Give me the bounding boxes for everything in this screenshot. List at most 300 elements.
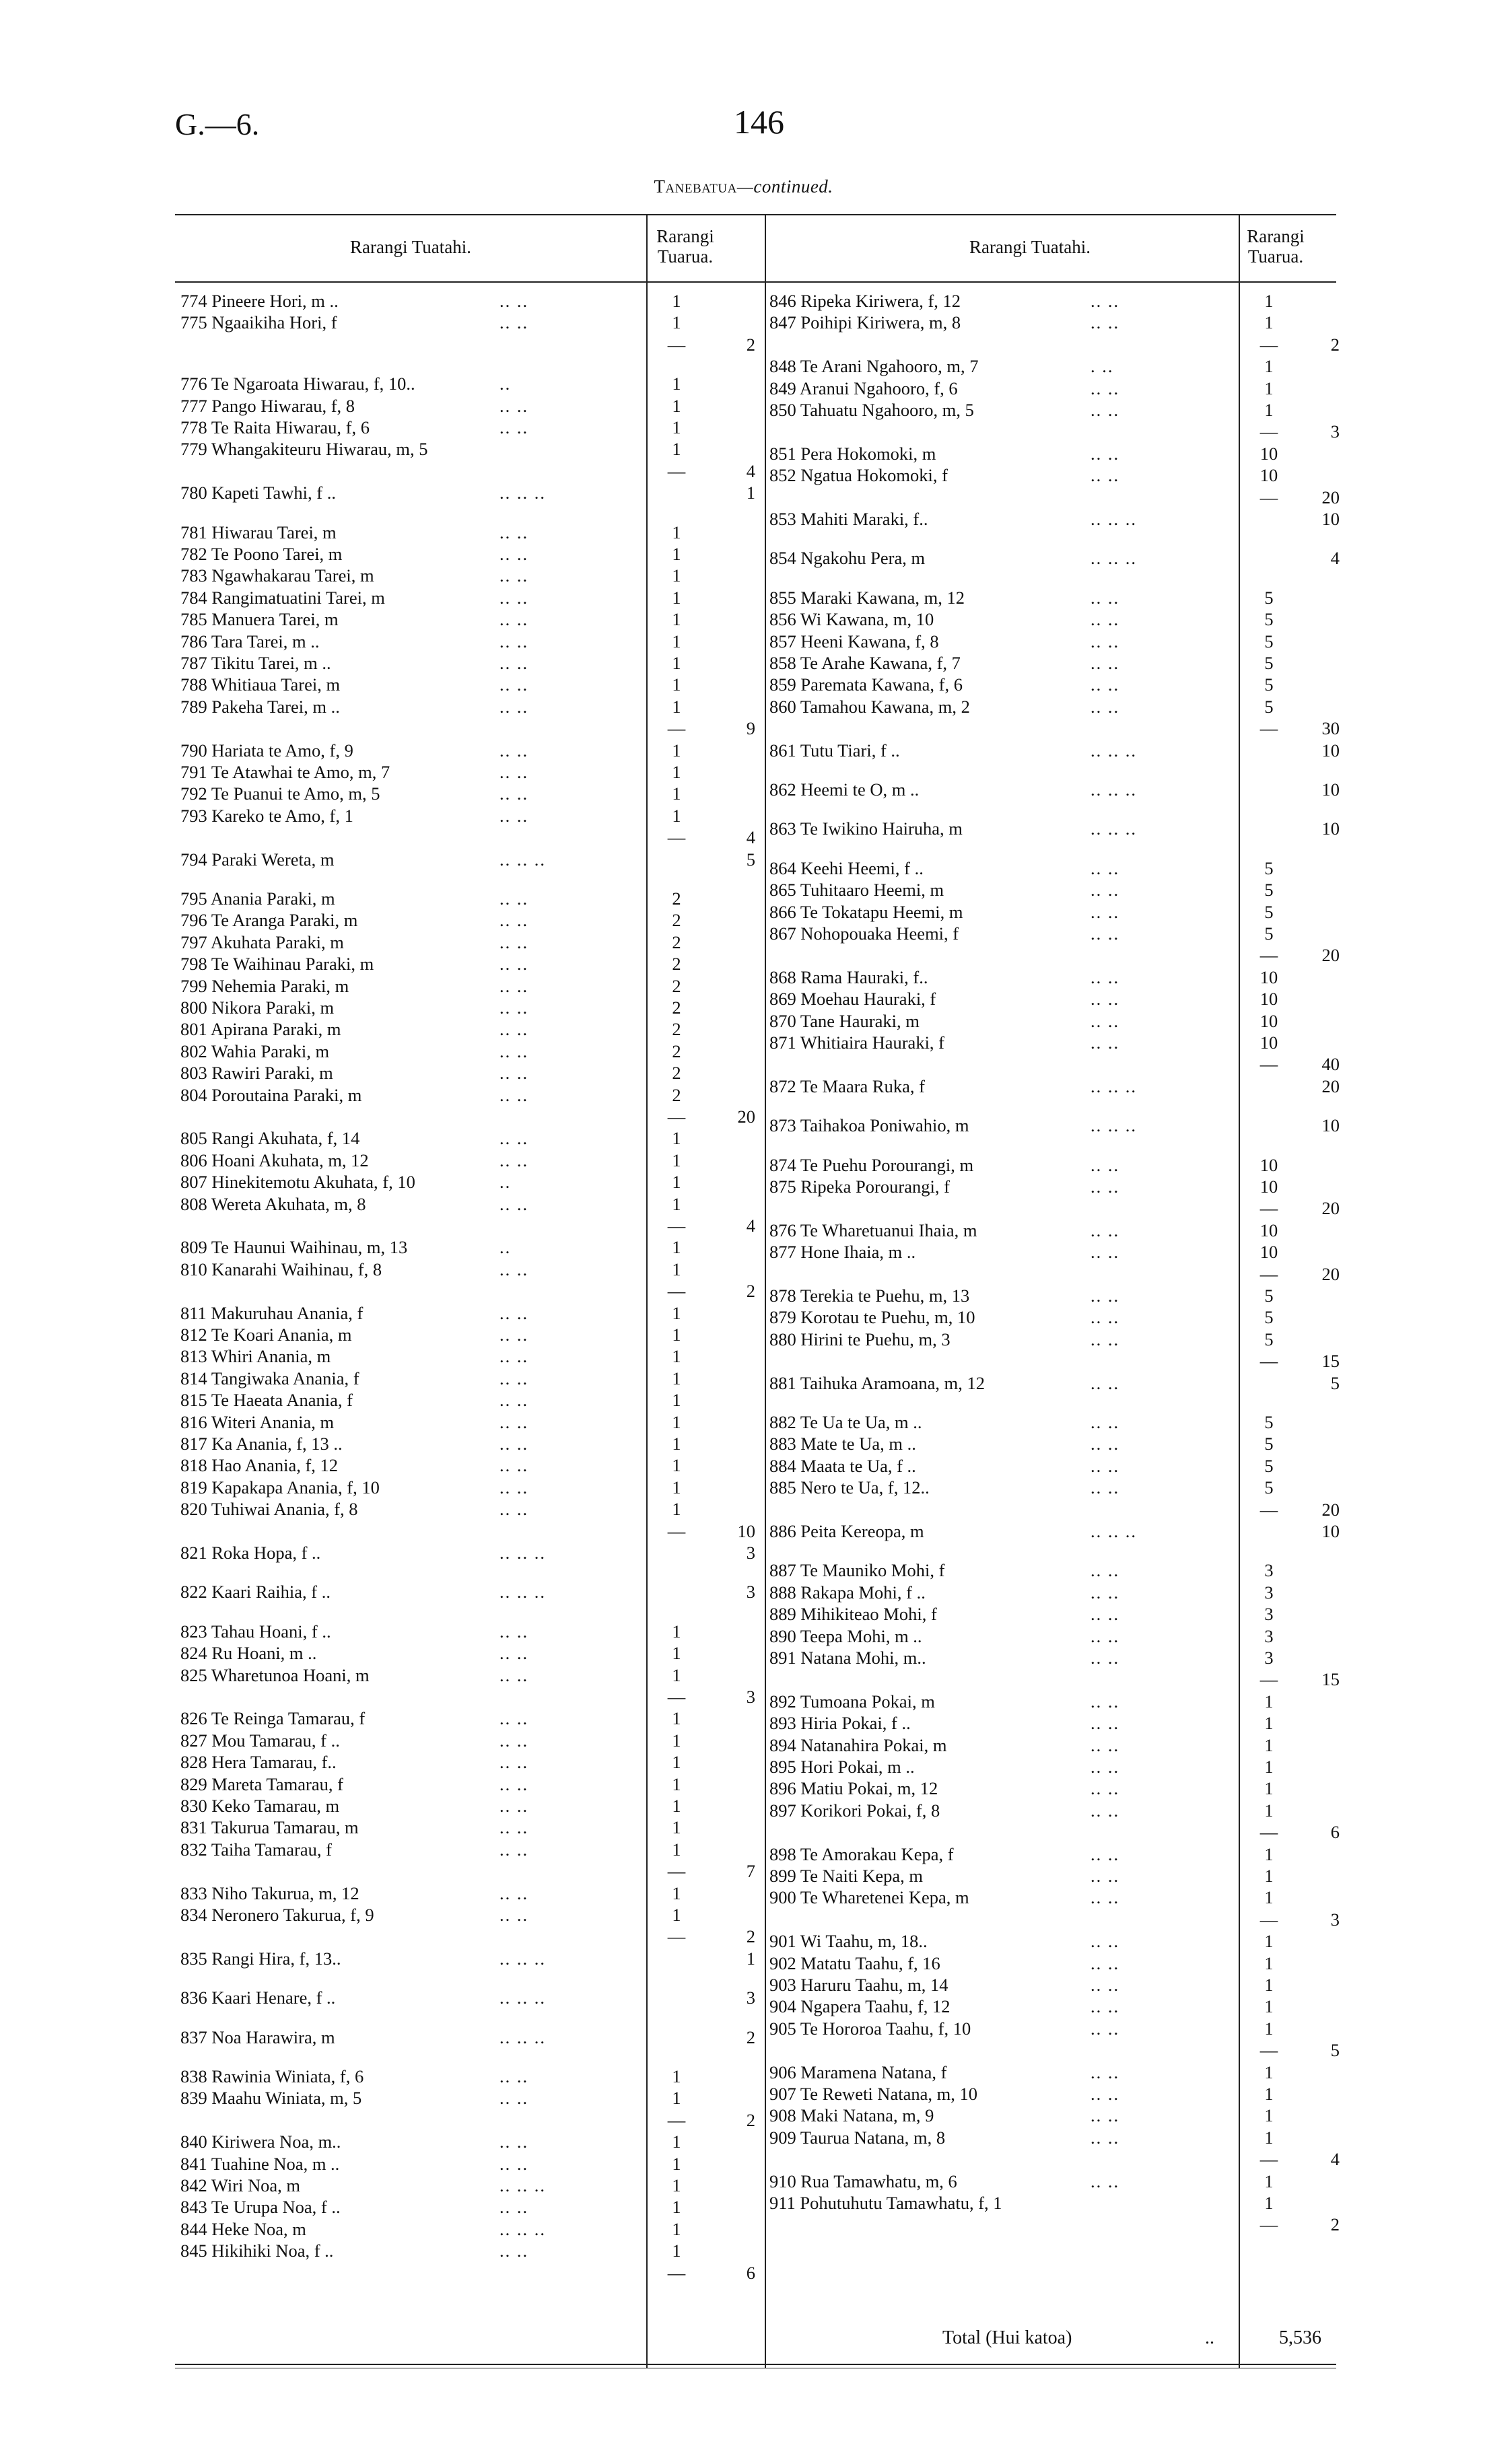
subtotal-value: 4 bbox=[746, 827, 755, 848]
subtotal-value: 10 bbox=[1321, 1521, 1340, 1541]
row-label: 789 Pakeha Tarei, m .. bbox=[180, 696, 340, 717]
subtotal-value: 2 bbox=[746, 2109, 755, 2130]
count-value: 1 bbox=[672, 291, 681, 311]
table-row bbox=[0, 1953, 1487, 1973]
table-row bbox=[0, 1242, 1487, 1262]
table-row bbox=[0, 1307, 1487, 1327]
count-value: 1 bbox=[672, 565, 681, 586]
count-value: 5 bbox=[1264, 880, 1274, 901]
leader-dots: .. .. bbox=[499, 954, 529, 975]
count-value: 1 bbox=[672, 1368, 681, 1388]
row-label: 831 Takurua Tamarau, m bbox=[180, 1817, 359, 1838]
leader-dots: .. .. bbox=[499, 522, 529, 542]
subtotal-dash: — bbox=[667, 718, 686, 739]
leader-dots: .. .. bbox=[499, 1434, 529, 1454]
subtotal-value: 5 bbox=[746, 849, 755, 870]
count-value: 2 bbox=[672, 975, 681, 996]
subtotal-row bbox=[0, 1264, 1487, 1284]
table-row bbox=[0, 740, 1487, 761]
table-row bbox=[0, 631, 1487, 652]
row-label: 900 Te Wharetenei Kepa, m bbox=[769, 1887, 969, 1908]
count-value: 1 bbox=[672, 1477, 681, 1498]
count-value: 5 bbox=[1264, 653, 1274, 673]
count-value: 5 bbox=[1264, 696, 1274, 717]
leader-dots: .. .. bbox=[1091, 2084, 1120, 2104]
row-label: 905 Te Hororoa Taahu, f, 10 bbox=[769, 2018, 971, 2039]
row-label: 787 Tikitu Tarei, m .. bbox=[180, 653, 331, 673]
leader-dots: .. .. bbox=[1091, 1434, 1120, 1454]
count-value: 1 bbox=[672, 1346, 681, 1367]
table-row bbox=[0, 1521, 1487, 1541]
subtotal-row bbox=[0, 945, 1487, 965]
table-row bbox=[0, 653, 1487, 673]
count-value: 3 bbox=[1264, 1582, 1274, 1603]
row-label: 899 Te Naiti Kepa, m bbox=[769, 1866, 924, 1886]
leader-dots: .. .. bbox=[499, 631, 529, 652]
row-label: 777 Pango Hiwarau, f, 8 bbox=[180, 395, 355, 416]
leader-dots: .. .. bbox=[499, 1882, 529, 1903]
count-value: 1 bbox=[672, 653, 681, 673]
count-value: 2 bbox=[672, 931, 681, 952]
row-label: 806 Hoani Akuhata, m, 12 bbox=[180, 1150, 369, 1170]
table-row bbox=[0, 1076, 1487, 1096]
leader-dots: .. .. bbox=[1091, 2062, 1120, 2082]
count-value: 1 bbox=[1264, 1996, 1274, 2017]
leader-dots: .. .. bbox=[1091, 2018, 1120, 2039]
row-label: 884 Maata te Ua, f .. bbox=[769, 1455, 916, 1476]
leader-dots: .. .. bbox=[1091, 901, 1120, 922]
subtotal-value: 20 bbox=[1321, 1499, 1340, 1520]
count-value: 1 bbox=[1264, 1778, 1274, 1799]
count-value: 2 bbox=[672, 1063, 681, 1084]
leader-dots: .. .. bbox=[499, 1390, 529, 1411]
count-value: 10 bbox=[1259, 1242, 1278, 1263]
count-value: 1 bbox=[1264, 2127, 1274, 2148]
leader-dots: .. .. bbox=[499, 1041, 529, 1061]
right-count-header: Rarangi Tuarua. bbox=[1247, 226, 1305, 267]
count-value: 1 bbox=[1264, 1800, 1274, 1821]
subtotal-row bbox=[0, 1054, 1487, 1074]
count-value: 2 bbox=[672, 1041, 681, 1061]
table-row bbox=[0, 1434, 1487, 1454]
count-value: 1 bbox=[672, 2132, 681, 2152]
row-label: 843 Te Urupa Noa, f .. bbox=[180, 2197, 341, 2218]
row-label: 855 Maraki Kawana, m, 12 bbox=[769, 587, 965, 608]
row-label: 790 Hariata te Amo, f, 9 bbox=[180, 740, 353, 761]
count-value: 5 bbox=[1264, 1455, 1274, 1476]
count-value: 3 bbox=[1264, 1625, 1274, 1646]
row-label: 792 Te Puanui te Amo, m, 5 bbox=[180, 783, 380, 804]
subtotal-row bbox=[0, 1669, 1487, 1689]
row-label: 802 Wahia Paraki, m bbox=[180, 1041, 330, 1061]
leader-dots: .. .. .. bbox=[499, 1948, 546, 1969]
row-label: 889 Mihikiteao Mohi, f bbox=[769, 1604, 937, 1625]
leader-dots: .. .. bbox=[499, 1664, 529, 1685]
leader-dots: .. .. bbox=[499, 395, 529, 416]
row-label: 842 Wiri Noa, m bbox=[180, 2175, 301, 2195]
leader-dots: .. .. bbox=[499, 417, 529, 437]
subtotal-value: 10 bbox=[1321, 818, 1340, 839]
table-row bbox=[0, 1286, 1487, 1306]
count-value: 10 bbox=[1259, 989, 1278, 1010]
subtotal-value: 1 bbox=[746, 483, 755, 503]
subtotal-dash: — bbox=[1259, 1198, 1278, 1219]
subtotal-value: 2 bbox=[746, 1926, 755, 1947]
count-value: 1 bbox=[672, 1817, 681, 1838]
row-label: 788 Whitiaua Tarei, m bbox=[180, 674, 341, 695]
leader-dots: .. .. bbox=[1091, 587, 1120, 608]
table-row bbox=[0, 565, 1487, 586]
leader-dots: .. .. bbox=[499, 1499, 529, 1520]
subtotal-value: 9 bbox=[746, 718, 755, 739]
row-label: 878 Terekia te Puehu, m, 13 bbox=[769, 1286, 970, 1306]
subtotal-row bbox=[0, 1909, 1487, 1930]
count-value: 1 bbox=[672, 587, 681, 608]
leader-dots: .. bbox=[499, 374, 512, 394]
table-row bbox=[0, 858, 1487, 878]
table-row bbox=[0, 1582, 1487, 1603]
leader-dots: .. .. bbox=[1091, 1931, 1120, 1952]
subtotal-dash: — bbox=[1259, 334, 1278, 355]
table-row bbox=[0, 1456, 1487, 1476]
table-row bbox=[0, 923, 1487, 944]
leader-dots: .. .. bbox=[1091, 1975, 1120, 1995]
row-label: 823 Tahau Hoani, f .. bbox=[180, 1621, 331, 1642]
count-value: 1 bbox=[672, 783, 681, 804]
leader-dots: .. .. bbox=[1091, 1286, 1120, 1306]
row-label: 810 Kanarahi Waihinau, f, 8 bbox=[180, 1259, 382, 1279]
count-value: 1 bbox=[672, 2175, 681, 2195]
subtotal-dash: — bbox=[1259, 1669, 1278, 1690]
row-label: 894 Natanahira Pokai, m bbox=[769, 1734, 947, 1755]
count-value: 1 bbox=[1264, 356, 1274, 377]
leader-dots: .. .. .. bbox=[1091, 1521, 1137, 1541]
row-label: 835 Rangi Hira, f, 13.. bbox=[180, 1948, 341, 1969]
subtotal-value: 5 bbox=[1330, 1372, 1340, 1393]
row-label: 850 Tahuatu Ngahooro, m, 5 bbox=[769, 400, 974, 420]
table-row bbox=[0, 1412, 1487, 1432]
count-value: 1 bbox=[1264, 291, 1274, 311]
subtotal-value: 10 bbox=[1321, 779, 1340, 800]
subtotal-value: 3 bbox=[1330, 421, 1340, 442]
leader-dots: .. .. bbox=[1091, 857, 1120, 878]
subtotal-value: 20 bbox=[1321, 1263, 1340, 1284]
count-value: 10 bbox=[1259, 443, 1278, 464]
leader-dots: .. .. bbox=[499, 1839, 529, 1860]
leader-dots: .. .. bbox=[1091, 1887, 1120, 1908]
leader-dots: .. .. .. bbox=[499, 1543, 546, 1563]
row-label: 888 Rakapa Mohi, f .. bbox=[769, 1582, 926, 1603]
row-label: 786 Tara Tarei, m .. bbox=[180, 631, 320, 652]
row-label: 869 Moehau Hauraki, f bbox=[769, 989, 936, 1010]
subtotal-dash: — bbox=[1259, 1263, 1278, 1284]
row-label: 907 Te Reweti Natana, m, 10 bbox=[769, 2084, 977, 2104]
count-value: 1 bbox=[672, 374, 681, 394]
row-label: 886 Peita Kereopa, m bbox=[769, 1521, 924, 1541]
leader-dots: .. .. bbox=[499, 1259, 529, 1279]
row-label: 885 Nero te Ua, f, 12.. bbox=[769, 1477, 930, 1498]
leader-dots: .. .. bbox=[499, 1905, 529, 1925]
table-row bbox=[0, 2062, 1487, 2082]
row-label: 819 Kapakapa Anania, f, 10 bbox=[180, 1477, 380, 1498]
row-label: 824 Ru Hoani, m .. bbox=[180, 1643, 317, 1664]
row-label: 892 Tumoana Pokai, m bbox=[769, 1691, 935, 1712]
count-value: 1 bbox=[672, 1773, 681, 1794]
table-row bbox=[0, 779, 1487, 800]
leader-dots: .. .. bbox=[499, 1150, 529, 1170]
row-label: 876 Te Wharetuanui Ihaia, m bbox=[769, 1220, 977, 1240]
table-row bbox=[0, 1011, 1487, 1031]
subtotal-value: 2 bbox=[1330, 2214, 1340, 2235]
leader-dots: .. .. bbox=[1091, 1477, 1120, 1498]
row-label: 857 Heeni Kawana, f, 8 bbox=[769, 631, 939, 652]
count-value: 1 bbox=[672, 609, 681, 630]
row-label: 793 Kareko te Amo, f, 1 bbox=[180, 805, 353, 826]
count-value: 1 bbox=[672, 1621, 681, 1642]
count-value: 10 bbox=[1259, 1032, 1278, 1053]
count-value: 1 bbox=[672, 740, 681, 761]
row-label: 833 Niho Takurua, m, 12 bbox=[180, 1882, 359, 1903]
count-value: 1 bbox=[1264, 400, 1274, 420]
subtotal-value: 20 bbox=[1321, 487, 1340, 507]
count-value: 10 bbox=[1259, 1154, 1278, 1175]
row-label: 799 Nehemia Paraki, m bbox=[180, 975, 349, 996]
row-label: 841 Tuahine Noa, m .. bbox=[180, 2153, 340, 2174]
count-value: 1 bbox=[672, 1434, 681, 1454]
row-label: 881 Taihuka Aramoana, m, 12 bbox=[769, 1372, 985, 1393]
count-value: 1 bbox=[672, 1730, 681, 1751]
row-label: 848 Te Arani Ngahooro, m, 7 bbox=[769, 356, 979, 377]
count-value: 1 bbox=[672, 1752, 681, 1773]
leader-dots: .. .. .. bbox=[1091, 548, 1137, 569]
leader-dots: .. .. bbox=[1091, 1372, 1120, 1393]
leader-dots: .. bbox=[499, 1172, 512, 1193]
row-label: 794 Paraki Wereta, m bbox=[180, 849, 335, 870]
subtotal-dash: — bbox=[667, 827, 686, 848]
leader-dots: .. .. bbox=[1091, 378, 1120, 398]
leader-dots: .. .. bbox=[499, 783, 529, 804]
subtotal-row bbox=[0, 1822, 1487, 1842]
row-label: 887 Te Mauniko Mohi, f bbox=[769, 1560, 945, 1581]
table-row bbox=[0, 465, 1487, 485]
count-value: 1 bbox=[672, 696, 681, 717]
row-label: 872 Te Maara Ruka, f bbox=[769, 1076, 925, 1096]
count-value: 1 bbox=[1264, 2105, 1274, 2126]
subtotal-value: 3 bbox=[746, 1687, 755, 1707]
leader-dots: .. .. bbox=[499, 2132, 529, 2152]
subtotal-dash: — bbox=[1259, 1351, 1278, 1372]
leader-dots: .. .. bbox=[499, 1063, 529, 1084]
leader-dots: .. .. bbox=[499, 2241, 529, 2261]
row-label: 858 Te Arahe Kawana, f, 7 bbox=[769, 653, 961, 673]
table-row bbox=[0, 356, 1487, 376]
count-value: 1 bbox=[672, 395, 681, 416]
leader-dots: .. .. bbox=[499, 740, 529, 761]
leader-dots: .. .. bbox=[1091, 1648, 1120, 1668]
leader-dots: .. .. .. bbox=[1091, 1076, 1137, 1096]
table-row bbox=[0, 1931, 1487, 1951]
table-row bbox=[0, 1757, 1487, 1777]
table-row bbox=[0, 1996, 1487, 2016]
leader-dots: .. .. bbox=[1091, 1778, 1120, 1799]
row-label: 782 Te Poono Tarei, m bbox=[180, 544, 343, 564]
leader-dots: .. .. .. bbox=[499, 2218, 546, 2239]
row-label: 859 Paremata Kawana, f, 6 bbox=[769, 674, 963, 695]
leader-dots: .. .. bbox=[499, 1752, 529, 1773]
table-row bbox=[0, 1648, 1487, 1668]
subtotal-row bbox=[0, 2040, 1487, 2060]
count-value: 1 bbox=[1264, 1734, 1274, 1755]
row-label: 837 Noa Harawira, m bbox=[180, 2027, 335, 2047]
leader-dots: .. .. bbox=[499, 1128, 529, 1149]
count-value: 1 bbox=[1264, 2062, 1274, 2082]
left-count-header: Rarangi Tuarua. bbox=[656, 226, 714, 267]
table-row bbox=[0, 1713, 1487, 1733]
row-label: 828 Hera Tamarau, f.. bbox=[180, 1752, 337, 1773]
table-row bbox=[0, 1778, 1487, 1798]
count-value: 1 bbox=[672, 2153, 681, 2174]
subtotal-value: 15 bbox=[1321, 1351, 1340, 1372]
table-row bbox=[0, 291, 1487, 311]
row-label: 800 Nikora Paraki, m bbox=[180, 997, 335, 1018]
total-value: 5,536 bbox=[1279, 2327, 1321, 2348]
count-value: 2 bbox=[672, 997, 681, 1018]
count-value: 1 bbox=[672, 1882, 681, 1903]
left-name-header: Rarangi Tuatahi. bbox=[350, 237, 471, 257]
count-value: 1 bbox=[672, 1839, 681, 1860]
table-row bbox=[0, 2193, 1487, 2213]
table-row bbox=[0, 1735, 1487, 1755]
subtotal-row bbox=[0, 1351, 1487, 1371]
subtotal-value: 1 bbox=[746, 1948, 755, 1969]
subtotal-value: 10 bbox=[1321, 509, 1340, 529]
leader-dots: .. .. bbox=[1091, 2171, 1120, 2191]
table-row bbox=[0, 1220, 1487, 1240]
table-row bbox=[0, 989, 1487, 1009]
count-value: 3 bbox=[1264, 1560, 1274, 1581]
table-row bbox=[0, 1560, 1487, 1580]
count-value: 1 bbox=[672, 417, 681, 437]
subtotal-row bbox=[0, 2214, 1487, 2234]
row-label: 801 Apirana Paraki, m bbox=[180, 1019, 341, 1040]
subtotal-dash: — bbox=[1259, 1909, 1278, 1930]
count-value: 2 bbox=[672, 954, 681, 975]
count-value: 1 bbox=[672, 2066, 681, 2086]
table-row bbox=[0, 400, 1487, 420]
row-label: 861 Tutu Tiari, f .. bbox=[769, 740, 900, 761]
leader-dots: .. .. bbox=[1091, 1604, 1120, 1625]
count-value: 1 bbox=[1264, 1887, 1274, 1908]
leader-dots: .. .. .. bbox=[1091, 509, 1137, 529]
leader-dots: .. .. bbox=[499, 674, 529, 695]
row-label: 826 Te Reinga Tamarau, f bbox=[180, 1708, 366, 1729]
subtotal-value: 2 bbox=[746, 2027, 755, 2047]
row-label: 797 Akuhata Paraki, m bbox=[180, 931, 344, 952]
row-label: 781 Hiwarau Tarei, m bbox=[180, 522, 337, 542]
leader-dots: .. .. bbox=[1091, 1952, 1120, 1973]
subtotal-value: 30 bbox=[1321, 718, 1340, 739]
count-value: 3 bbox=[1264, 1648, 1274, 1668]
leader-dots: .. .. bbox=[1091, 989, 1120, 1010]
count-value: 1 bbox=[1264, 1931, 1274, 1952]
row-label: 830 Keko Tamarau, m bbox=[180, 1796, 340, 1816]
subtotal-value: 2 bbox=[746, 334, 755, 355]
leader-dots: .. .. bbox=[499, 1730, 529, 1751]
count-value: 1 bbox=[672, 631, 681, 652]
leader-dots: .. .. bbox=[1091, 1032, 1120, 1053]
table-row bbox=[0, 1604, 1487, 1624]
leader-dots: .. .. bbox=[1091, 1455, 1120, 1476]
row-label: 856 Wi Kawana, m, 10 bbox=[769, 609, 934, 630]
count-value: 1 bbox=[672, 1150, 681, 1170]
count-value: 3 bbox=[1264, 1604, 1274, 1625]
table-row bbox=[0, 2018, 1487, 2039]
count-value: 1 bbox=[1264, 1975, 1274, 1995]
count-value: 1 bbox=[672, 1455, 681, 1476]
row-label: 854 Ngakohu Pera, m bbox=[769, 548, 926, 569]
row-label: 895 Hori Pokai, m .. bbox=[769, 1757, 915, 1777]
leader-dots: .. bbox=[499, 1237, 512, 1258]
subtotal-row bbox=[0, 1500, 1487, 1520]
leader-dots: .. .. bbox=[1091, 1582, 1120, 1603]
leader-dots: .. .. .. bbox=[1091, 740, 1137, 761]
subtotal-row bbox=[0, 2263, 1487, 2283]
row-label: 873 Taihakoa Poniwahio, m bbox=[769, 1115, 969, 1136]
leader-dots: .. .. bbox=[1091, 674, 1120, 695]
count-value: 1 bbox=[672, 1193, 681, 1214]
leader-dots: .. .. bbox=[499, 1455, 529, 1476]
row-label: 908 Maki Natana, m, 9 bbox=[769, 2105, 934, 2126]
count-value: 5 bbox=[1264, 1434, 1274, 1454]
subtotal-dash: — bbox=[667, 1687, 686, 1707]
row-label: 879 Korotau te Puehu, m, 10 bbox=[769, 1307, 975, 1328]
leader-dots: .. .. bbox=[1091, 1220, 1120, 1240]
subtotal-row bbox=[0, 487, 1487, 507]
leader-dots: .. .. bbox=[499, 1708, 529, 1729]
leader-dots: .. .. .. bbox=[499, 2175, 546, 2195]
row-label: 812 Te Koari Anania, m bbox=[180, 1325, 352, 1345]
count-value: 1 bbox=[1264, 1691, 1274, 1712]
row-label: 795 Anania Paraki, m bbox=[180, 888, 335, 909]
leader-dots: .. .. bbox=[499, 975, 529, 996]
table-caption bbox=[0, 176, 1487, 197]
subtotal-dash: — bbox=[667, 1926, 686, 1947]
row-label: 890 Teepa Mohi, m .. bbox=[769, 1625, 922, 1646]
count-value: 2 bbox=[672, 1084, 681, 1105]
leader-dots: .. .. bbox=[499, 1193, 529, 1214]
row-label: 822 Kaari Raihia, f .. bbox=[180, 1582, 331, 1603]
caption-title: Tanebatua bbox=[654, 176, 737, 197]
table-row bbox=[0, 1032, 1487, 1053]
row-label: 866 Te Tokatapu Heemi, m bbox=[769, 901, 963, 922]
count-value: 1 bbox=[1264, 2018, 1274, 2039]
row-label: 851 Pera Hokomoki, m bbox=[769, 443, 936, 464]
row-label: 868 Rama Hauraki, f.. bbox=[769, 966, 928, 987]
leader-dots: .. .. bbox=[1091, 631, 1120, 652]
count-value: 1 bbox=[672, 1172, 681, 1193]
leader-dots: .. .. bbox=[1091, 2127, 1120, 2148]
row-label: 870 Tane Hauraki, m bbox=[769, 1010, 920, 1031]
document-reference: G.—6. bbox=[175, 107, 260, 141]
row-label: 845 Hikihiki Noa, f .. bbox=[180, 2241, 334, 2261]
leader-dots: .. .. bbox=[1091, 291, 1120, 311]
count-value: 1 bbox=[672, 1411, 681, 1432]
subtotal-dash: — bbox=[667, 2109, 686, 2130]
count-value: 1 bbox=[672, 1259, 681, 1279]
subtotal-value: 2 bbox=[746, 1281, 755, 1302]
subtotal-dash: — bbox=[1259, 1822, 1278, 1843]
table-row bbox=[0, 674, 1487, 695]
